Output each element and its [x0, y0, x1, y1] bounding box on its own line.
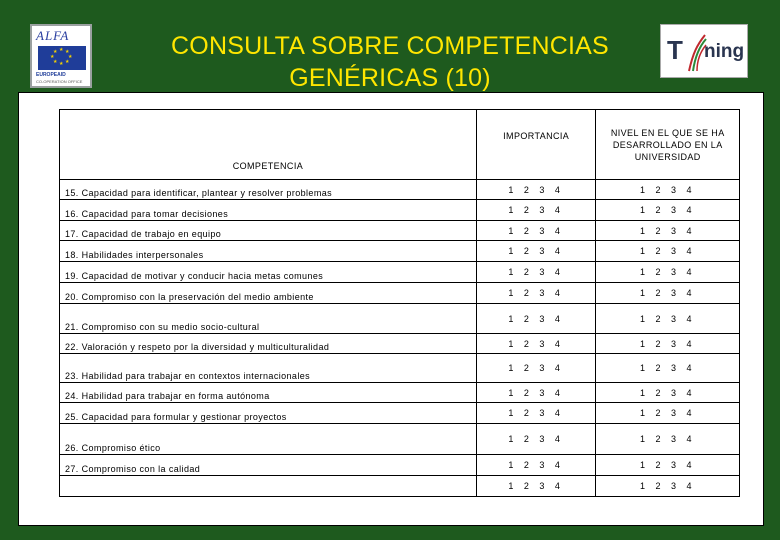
- competencia-cell: 23. Habilidad para trabajar en contextos internacionales: [60, 354, 477, 383]
- competencia-cell: 19. Capacidad de motivar y conducir hacia metas comunes: [60, 262, 477, 283]
- competencia-cell: 26. Compromiso ético: [60, 424, 477, 455]
- nivel-scale-cell[interactable]: 1 2 3 4: [596, 403, 740, 424]
- nivel-scale-cell[interactable]: 1 2 3 4: [596, 283, 740, 304]
- tuning-logo-t: T: [667, 35, 683, 65]
- table-row: [60, 455, 740, 476]
- table-row: [60, 403, 740, 424]
- table-row: [60, 334, 740, 354]
- alfa-logo-text: ALFA: [36, 28, 70, 43]
- table-row: [60, 200, 740, 221]
- table-row: [60, 354, 740, 383]
- table-row: [60, 221, 740, 241]
- importancia-scale-cell[interactable]: 1 2 3 4: [476, 262, 596, 283]
- table-header-row: [60, 110, 740, 180]
- tuning-logo: [660, 24, 748, 78]
- europeaid-label: EUROPEAID: [36, 72, 66, 78]
- header-competencia: COMPETENCIA: [60, 110, 477, 180]
- title-line-2: GENÉRICAS (10): [289, 64, 491, 92]
- importancia-scale-cell[interactable]: 1 2 3 4: [476, 424, 596, 455]
- importancia-scale-cell[interactable]: 1 2 3 4: [476, 241, 596, 262]
- nivel-scale-cell[interactable]: 1 2 3 4: [596, 221, 740, 241]
- alfa-europeaid-logo: [30, 24, 92, 88]
- table-row: [60, 476, 740, 497]
- competencia-cell: 27. Compromiso con la calidad: [60, 455, 477, 476]
- table-row: [60, 424, 740, 455]
- nivel-scale-cell[interactable]: 1 2 3 4: [596, 455, 740, 476]
- tuning-logo-text: ning: [704, 41, 745, 62]
- nivel-scale-cell[interactable]: 1 2 3 4: [596, 262, 740, 283]
- competencia-cell: 17. Capacidad de trabajo en equipo: [60, 221, 477, 241]
- competencia-cell: 22. Valoración y respeto por la diversidad y multiculturalidad: [60, 334, 477, 354]
- competencia-cell: 16. Capacidad para tomar decisiones: [60, 200, 477, 221]
- competencias-table: [59, 109, 740, 497]
- europeaid-sublabel: CO-OPERATION OFFICE: [36, 79, 83, 84]
- competencia-cell: 18. Habilidades interpersonales: [60, 241, 477, 262]
- table-row: [60, 304, 740, 334]
- importancia-scale-cell[interactable]: 1 2 3 4: [476, 304, 596, 334]
- title-line-1: CONSULTA SOBRE COMPETENCIAS: [171, 32, 609, 60]
- competencia-cell: 15. Capacidad para identificar, plantear y resolver problemas: [60, 180, 477, 200]
- table-row: [60, 383, 740, 403]
- importancia-scale-cell[interactable]: 1 2 3 4: [476, 476, 596, 497]
- competencia-cell: [60, 476, 477, 497]
- nivel-scale-cell[interactable]: 1 2 3 4: [596, 241, 740, 262]
- importancia-scale-cell[interactable]: 1 2 3 4: [476, 200, 596, 221]
- importancia-scale-cell[interactable]: 1 2 3 4: [476, 455, 596, 476]
- table-row: [60, 241, 740, 262]
- table-row: [60, 283, 740, 304]
- importancia-scale-cell[interactable]: 1 2 3 4: [476, 354, 596, 383]
- nivel-scale-cell[interactable]: 1 2 3 4: [596, 424, 740, 455]
- page-title: [110, 30, 670, 94]
- table-row: [60, 180, 740, 200]
- importancia-scale-cell[interactable]: 1 2 3 4: [476, 221, 596, 241]
- header-nivel: NIVEL EN EL QUE SE HA DESARROLLADO EN LA UNIVERSIDAD: [596, 110, 740, 180]
- eu-flag-icon: ★ ★ ★ ★ ★ ★ ★ ★: [38, 46, 86, 70]
- competencia-cell: 24. Habilidad para trabajar en forma autónoma: [60, 383, 477, 403]
- competencia-cell: 21. Compromiso con su medio socio-cultural: [60, 304, 477, 334]
- nivel-scale-cell[interactable]: 1 2 3 4: [596, 200, 740, 221]
- nivel-scale-cell[interactable]: 1 2 3 4: [596, 383, 740, 403]
- nivel-scale-cell[interactable]: 1 2 3 4: [596, 304, 740, 334]
- importancia-scale-cell[interactable]: 1 2 3 4: [476, 383, 596, 403]
- competencia-cell: 25. Capacidad para formular y gestionar proyectos: [60, 403, 477, 424]
- importancia-scale-cell[interactable]: 1 2 3 4: [476, 283, 596, 304]
- nivel-scale-cell[interactable]: 1 2 3 4: [596, 354, 740, 383]
- importancia-scale-cell[interactable]: 1 2 3 4: [476, 403, 596, 424]
- table-row: [60, 262, 740, 283]
- importancia-scale-cell[interactable]: 1 2 3 4: [476, 334, 596, 354]
- header-importancia: IMPORTANCIA: [476, 110, 596, 180]
- nivel-scale-cell[interactable]: 1 2 3 4: [596, 476, 740, 497]
- nivel-scale-cell[interactable]: 1 2 3 4: [596, 334, 740, 354]
- competencia-cell: 20. Compromiso con la preservación del medio ambiente: [60, 283, 477, 304]
- importancia-scale-cell[interactable]: 1 2 3 4: [476, 180, 596, 200]
- questionnaire-panel: [18, 92, 764, 526]
- nivel-scale-cell[interactable]: 1 2 3 4: [596, 180, 740, 200]
